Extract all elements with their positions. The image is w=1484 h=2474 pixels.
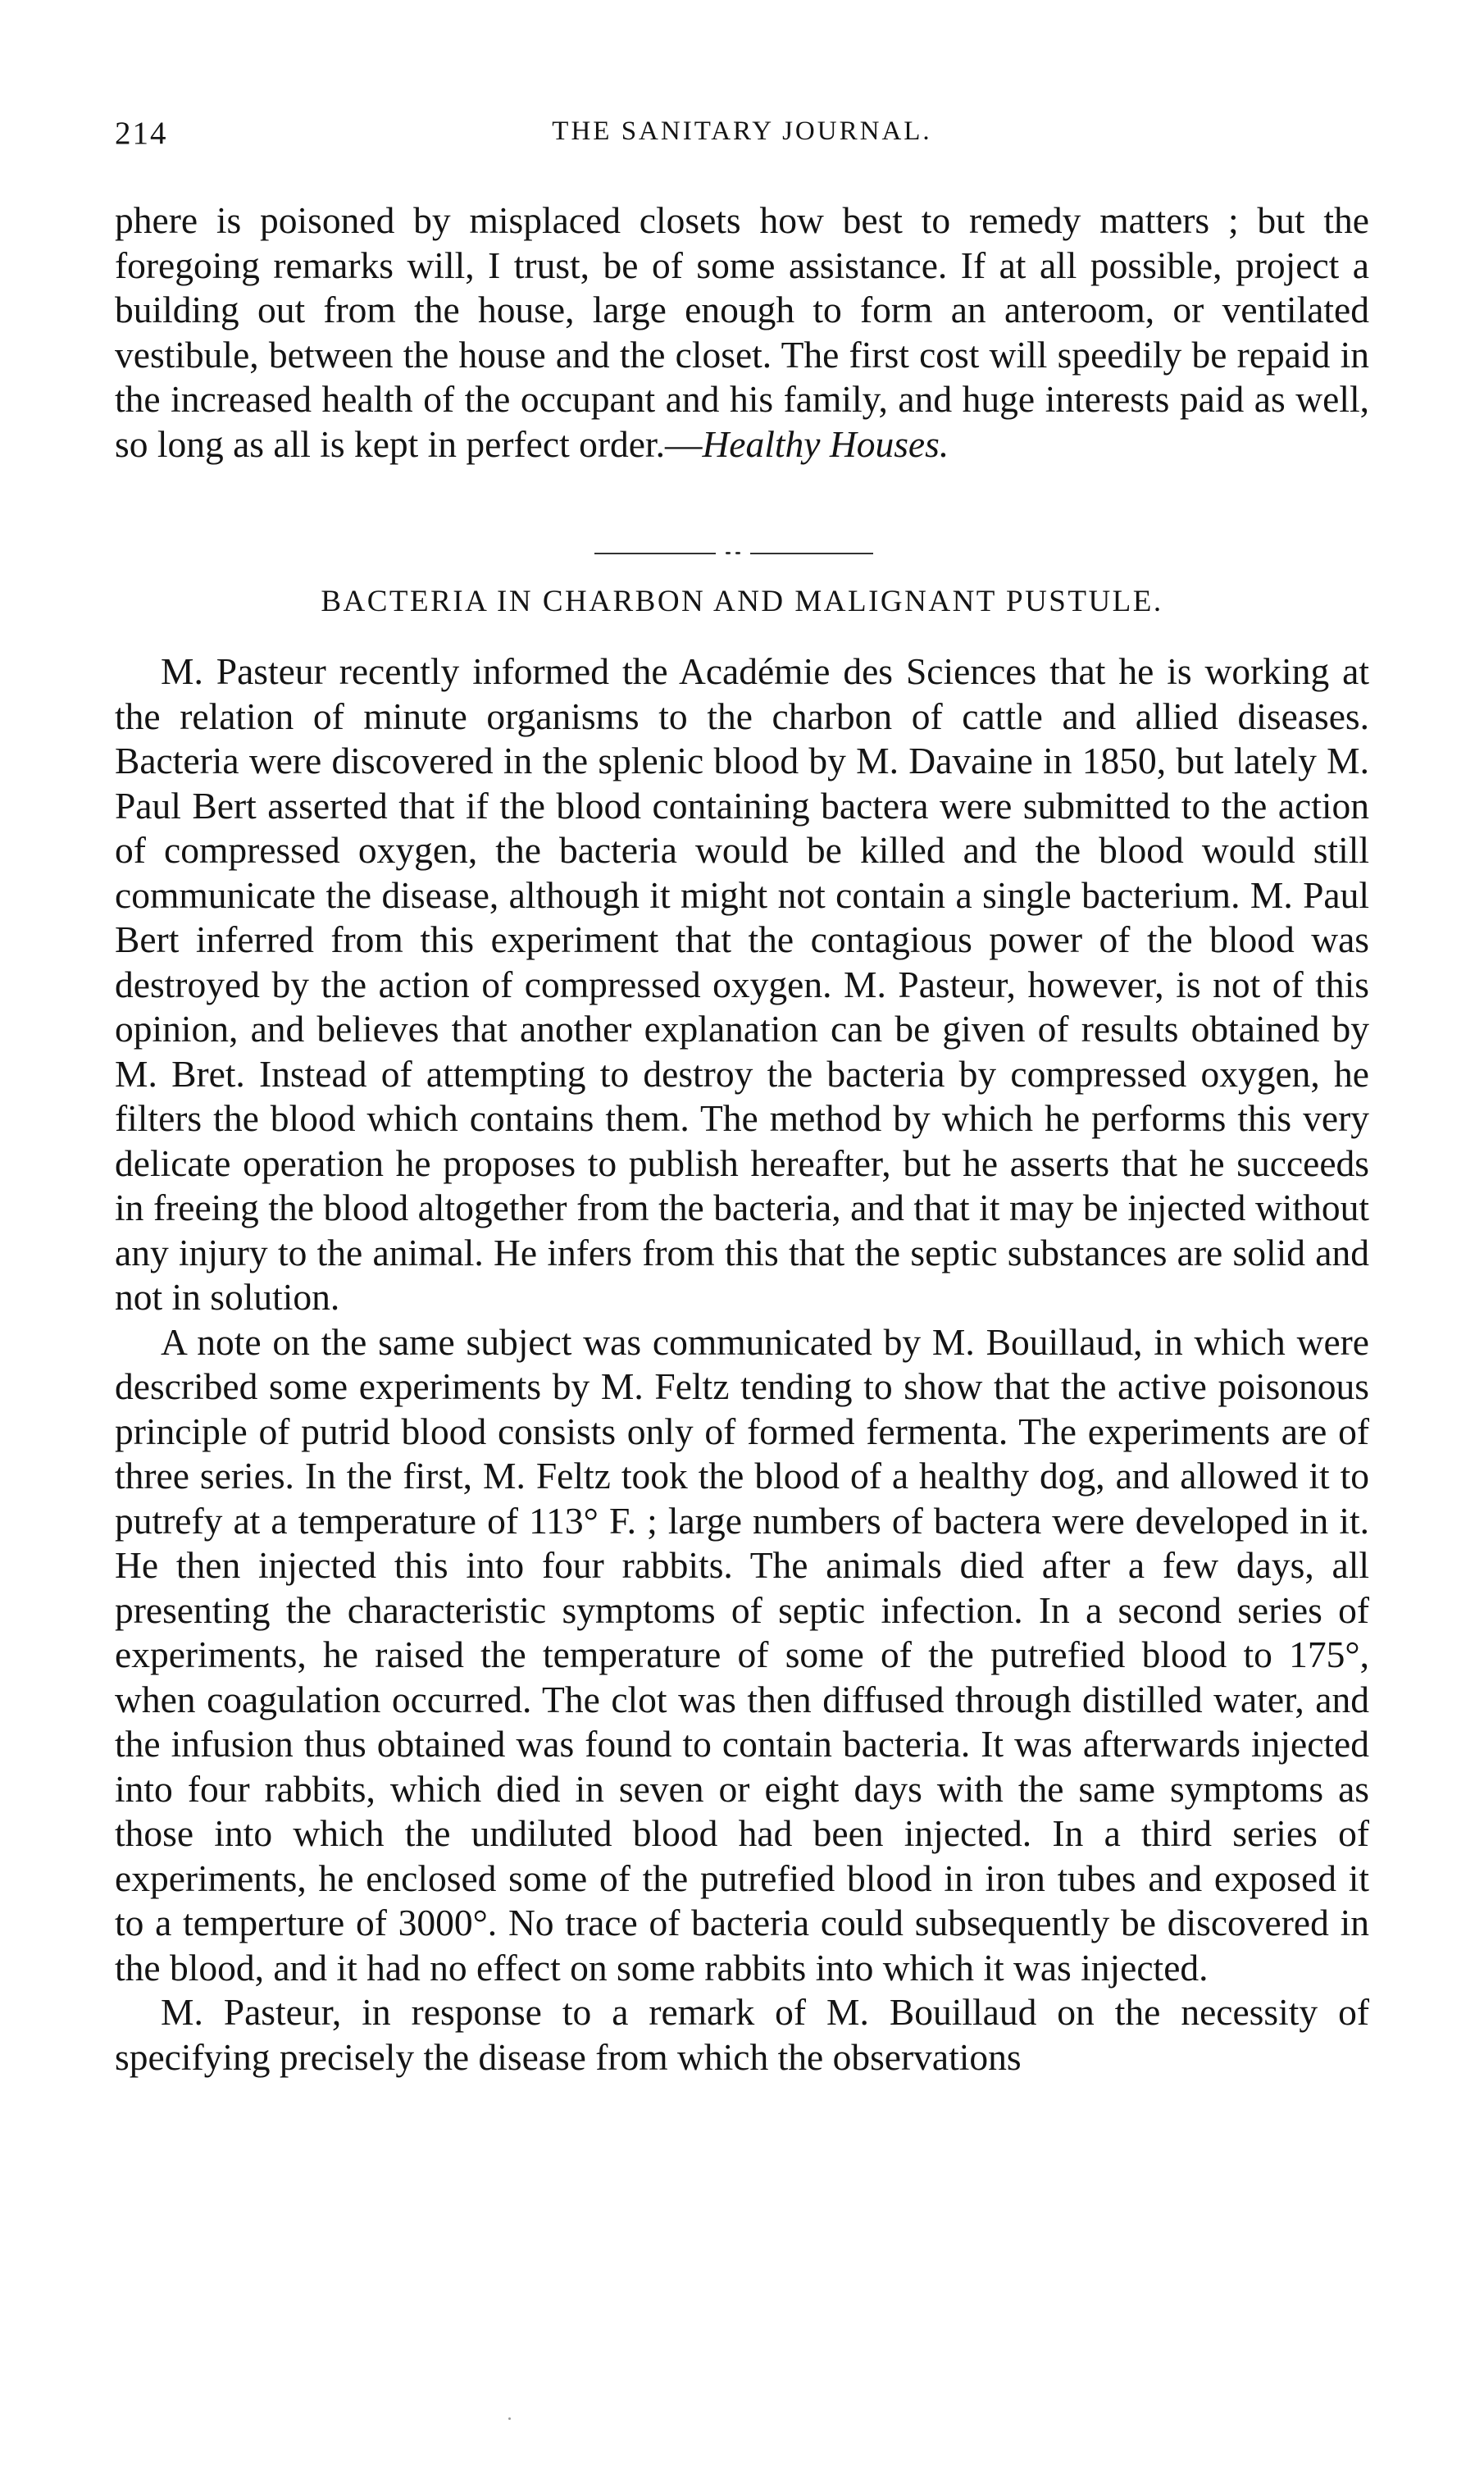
intro-text: phere is poisoned by misplaced closets how best to remedy matters ; but the foregoing remarks will, I trust, be of some assistance. If at all possible, project a building out from the house, large enough to form an anteroom, or ventilated vestibule, between the house and the closet. The first cost will speedily be repaid in the increased health of the occupant and his family, and huge interests paid as well, so long as all is kept in perfect order.—: [115, 199, 1369, 465]
intro-paragraph: [115, 198, 1369, 467]
article-paragraph-2: A note on the same subject was communicated by M. Bouillaud, in which were described some experiments by M. Feltz tending to show that the active poisonous principle of putrid blood consists only of formed fermenta. The experiments are of three series. In the first, M. Feltz took the blood of a healthy dog, and allowed it to putrefy at a temperature of 113° F. ; large numbers of bactera were developed in it. He then injected this into four rabbits. The animals died after a few days, all presenting the characteristic symptoms of septic infection. In a second series of experiments, he raised the temperature of some of the putrefied blood to 175°, when coagulation occurred. The clot was then diffused through distilled water, and the infusion thus obtained was found to contain bacteria. It was afterwards injected into four rabbits, which died in seven or eight days with the same symptoms as those into which the undiluted blood had been injected. In a third series of experiments, he enclosed some of the putrefied blood in iron tubes and exposed it to a temperture of 3000°. No trace of bacteria could subsequently be discovered in the blood, and it had no effect on some rabbits into which it was injected.: [115, 1320, 1369, 1989]
article-body: [115, 649, 1369, 2080]
article-paragraph-1: M. Pasteur recently informed the Académie des Sciences that he is working at the relation of minute organisms to the charbon of cattle and allied diseases. Bacteria were discovered in the splenic blood by M. Davaine in 1850, but lately M. Paul Bert asserted that if the blood containing bactera were submitted to the action of compressed oxygen, the bacteria would be killed and the blood would still communicate the disease, although it might not contain a single bacterium. M. Paul Bert inferred from this experiment that the contagious power of the blood was destroyed by the action of compressed oxygen. M. Pasteur, however, is not of this opinion, and believes that another explanation can be given of results obtained by M. Bret. Instead of attempting to destroy the bacteria by compressed oxygen, he filters the blood which contains them. The method by which he performs this very delicate operation he proposes to publish hereafter, but he asserts that he succeeds in freeing the blood altogether from the bacteria, and that it may be injected without any injury to the animal. He infers from this that the septic substances are solid and not in solution.: [115, 650, 1369, 1318]
intro-source: Healthy Houses.: [702, 422, 949, 465]
article-heading: BACTERIA IN CHARBON AND MALIGNANT PUSTULE.: [321, 585, 1163, 618]
journal-title: THE SANITARY JOURNAL.: [552, 116, 932, 146]
print-speck: [508, 2417, 511, 2420]
page-number: 214: [115, 116, 168, 151]
section-divider: [594, 548, 873, 559]
running-head: [115, 115, 1369, 164]
article-paragraph-3: M. Pasteur, in response to a remark of M. Bouillaud on the necessity of specifying precisely the disease from which the observations: [115, 1991, 1369, 2078]
